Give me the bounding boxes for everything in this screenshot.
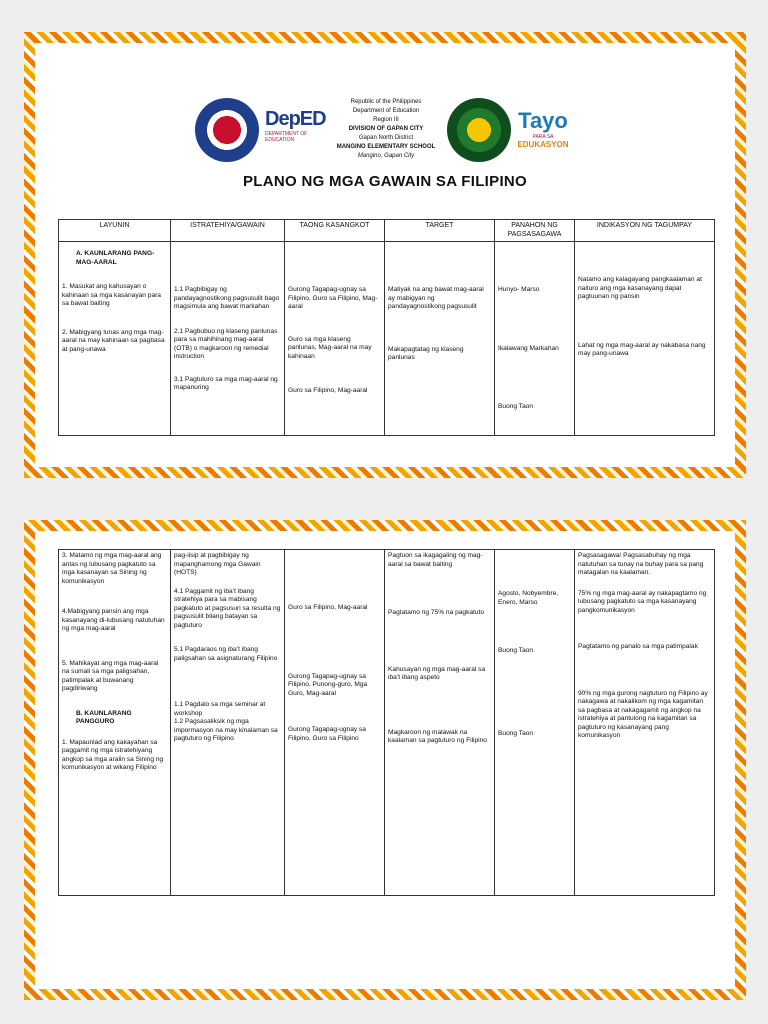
table-cell xyxy=(171,550,285,896)
letterhead-text xyxy=(327,98,445,161)
cell-text: Buong Taon xyxy=(498,729,534,737)
letterhead-line: Region III xyxy=(373,117,399,123)
tayo-logo-text: Tayo xyxy=(518,108,568,133)
cell-text: Guro sa Filipino, Mag-aaral xyxy=(288,604,368,611)
cell-text: 1. Masukat ang kahusayan o kahinaan sa mga kasanayan para sa bawat baiting xyxy=(62,283,161,307)
cell-text: Kahusayan ng mga mag-aaral sa iba’t ibang aspeto xyxy=(388,665,486,681)
table-cell xyxy=(171,242,285,436)
deped-logo xyxy=(265,108,326,152)
cell-text: Natamo ang kalagayang pangkaalaman at naituro ang mga kasanayang dapat pagtuunan ng pansin xyxy=(578,276,702,300)
plan-table-continued xyxy=(58,549,715,896)
table-cell xyxy=(495,242,575,436)
section-heading: A. KAUNLARANG PANG-MAG-AARAL xyxy=(76,250,155,266)
table-cell xyxy=(495,550,575,896)
table-cell xyxy=(59,242,171,436)
cell-text: Makapagtatag ng klaseng panlunas xyxy=(388,345,464,361)
cell-text: Lahat ng mga mag-aaral ay nakabasa nang may pang-unawa xyxy=(578,341,706,357)
table-cell xyxy=(575,550,715,896)
table-cell xyxy=(285,550,385,896)
page-title: PLANO NG MGA GAWAIN SA FILIPINO xyxy=(242,173,528,190)
cell-text: 2.1 Pagbubuo ng klaseng panlunas para sa mahihinang mag-aaral (OTB) o magkaroon ng remedial instruction xyxy=(174,327,278,360)
cell-text: pag-iisip at pagbibigay ng mapanghamong mga Gawain (HOTS) xyxy=(174,552,261,576)
deped-logo-text: DepED xyxy=(265,108,326,130)
tayo-logo-subtext: EDUKASYON xyxy=(517,140,569,149)
cell-text: Pagtatamo ng 75% na pagkatuto xyxy=(388,609,485,616)
letterhead-line: Department of Education xyxy=(352,108,420,114)
cell-text: Pagtatamo ng panalo sa mga patimpalak xyxy=(578,643,698,650)
table-header-row xyxy=(59,220,715,242)
table-cell xyxy=(285,242,385,436)
column-header: TAONG KASANGKOT xyxy=(285,220,385,242)
cell-text: 1.1 Pagbibigay ng pandayagnostikong pagsusulit bago magsimula ang bawat markahan xyxy=(174,286,280,310)
plan-table xyxy=(58,219,715,436)
column-header: TARGET xyxy=(385,220,495,242)
letterhead-line: DIVISION OF GAPAN CITY xyxy=(348,126,424,132)
cell-text: Gurong Tagapag-ugnay sa Filipino, Guro sa Filipino, Mag-aaral xyxy=(288,286,378,310)
table-cell xyxy=(59,550,171,896)
letterhead-header xyxy=(35,98,735,208)
cell-text: Pagsasagawa/ Pagsasabuhay ng mga natutuhan sa tunay na buhay para sa pang matagalan na kaalaman. xyxy=(578,552,704,576)
cell-text: 4.Mabigyang pansin ang mga kasanayang di-lubusang natutuhan ng mga mag-aaral xyxy=(62,608,165,632)
cell-text: Buong Taon xyxy=(498,403,534,410)
cell-text: 4.1 Paggamit ng iba’t ibang stratehiya para sa mabisang pagkatuto at pagsusuri sa resulta ng pagsusulit bilang batayan sa pagtuturo xyxy=(174,587,281,629)
table-cell xyxy=(575,242,715,436)
cell-text: 3.1 Pagtuturo sa mga mag-aaral ng mapanuring xyxy=(174,375,278,391)
table-cell xyxy=(385,550,495,896)
column-header: LAYUNIN xyxy=(59,220,171,242)
column-header: INDIKASYON NG TAGUMPAY xyxy=(575,220,715,242)
cell-text: Magkaroon ng malawak na kaalaman sa pagtuturo ng Filipino xyxy=(388,728,487,744)
cell-text: Gurong Tagapag-ugnay sa Filipino, Punong-guro, Mga Guro, Mag-aaral xyxy=(288,672,368,697)
cell-text: Hunyo- Marso xyxy=(498,286,540,293)
cell-text: Agosto, Nobyembre, Enero, Marso xyxy=(498,590,559,606)
cell-text: 3. Matamo ng mga mag-aaral ang antas ng lubusang pagkatuto sa mga kasanayan sa Sining ng komunikasyon xyxy=(62,552,162,585)
letterhead-line: Gapan North District xyxy=(358,135,414,141)
cell-text: 1.2 Pagsasaliksik ng mga impormasyon na may kinalaman sa pagtuturo ng Filipino xyxy=(174,718,278,742)
cell-text: 5.1 Pagdaraos ng iba’t ibang paligsahan sa asignaturang Filipino xyxy=(174,646,278,662)
cell-text: Gurong Tagapag-ugnay sa Filipino, Guro sa Filipino xyxy=(288,726,366,742)
cell-text: Buong Taon xyxy=(498,647,534,654)
document-page-2 xyxy=(24,520,746,1000)
cell-text: Guro sa Filipino, Mag-aaral xyxy=(288,387,368,394)
document-page-1 xyxy=(24,32,746,478)
tayo-logo xyxy=(515,108,571,158)
section-heading: B. KAUNLARANG PANGGURO xyxy=(76,709,132,725)
division-seal-logo xyxy=(195,98,259,162)
tayo-logo-subtext: PARA SA xyxy=(532,134,554,140)
cell-text: 75% ng mga mag-aaral ay nakapagtamo ng lubusang pagkatuto sa mga kasanayang pangkomunikasyon xyxy=(578,589,707,614)
deped-logo-subtext: DEPARTMENT OF EDUCATION xyxy=(265,131,308,143)
school-seal-logo xyxy=(447,98,511,162)
cell-text: Pagtuon sa ikagagaling ng mag-aaral sa bawat baiting xyxy=(388,552,483,568)
cell-text: Matiyak na ang bawat mag-aaral ay mabigyan ng pandayagnostikong pagsusulit xyxy=(388,286,484,310)
letterhead-line: MANGINO ELEMENTARY SCHOOL xyxy=(336,144,436,150)
letterhead-line: Mangino, Gapan City xyxy=(357,153,415,159)
cell-text: 1.1 Pagdalo sa mga seminar at workshop xyxy=(174,701,266,717)
table-cell xyxy=(385,242,495,436)
cell-text: 90% ng mga gurong nagtuturo ng Filipino ay nakagawa at nakalikom ng mga kagamitan sa pagbasa at nakagagamit ng angkop na istratehiya at pantulong na kagamitan sa pagtuturo ng kasanayang pang komunikasyon xyxy=(578,689,708,739)
cell-text: 5. Mahikayat ang mga mag-aaral na sumali sa mga paligsahan, patimpalak at buwanang pagdiriwang xyxy=(62,659,159,692)
table-row xyxy=(59,550,715,896)
cell-text: Guro sa mga klaseng panlunas, Mag-aaral na may kahinaan xyxy=(288,335,372,360)
table-row xyxy=(59,242,715,436)
cell-text: 1. Mapaunlad ang kakayahan sa paggamit ng mga istratehiyang angkop sa mga aralin sa Sining ng komunikasyon at wikang Filipino xyxy=(62,738,164,771)
cell-text: 2. Mabigyang lunas ang mga mag-aaral na may kahinaan sa pagbasa at pang-unawa xyxy=(62,328,165,353)
cell-text: Ikalawang Markahan xyxy=(498,344,559,352)
column-header: ISTRATEHIYA/GAWAIN xyxy=(171,220,285,242)
column-header: PANAHON NG PAGSASAGAWA xyxy=(495,220,575,242)
letterhead-line: Republic of the Philippines xyxy=(350,99,422,105)
